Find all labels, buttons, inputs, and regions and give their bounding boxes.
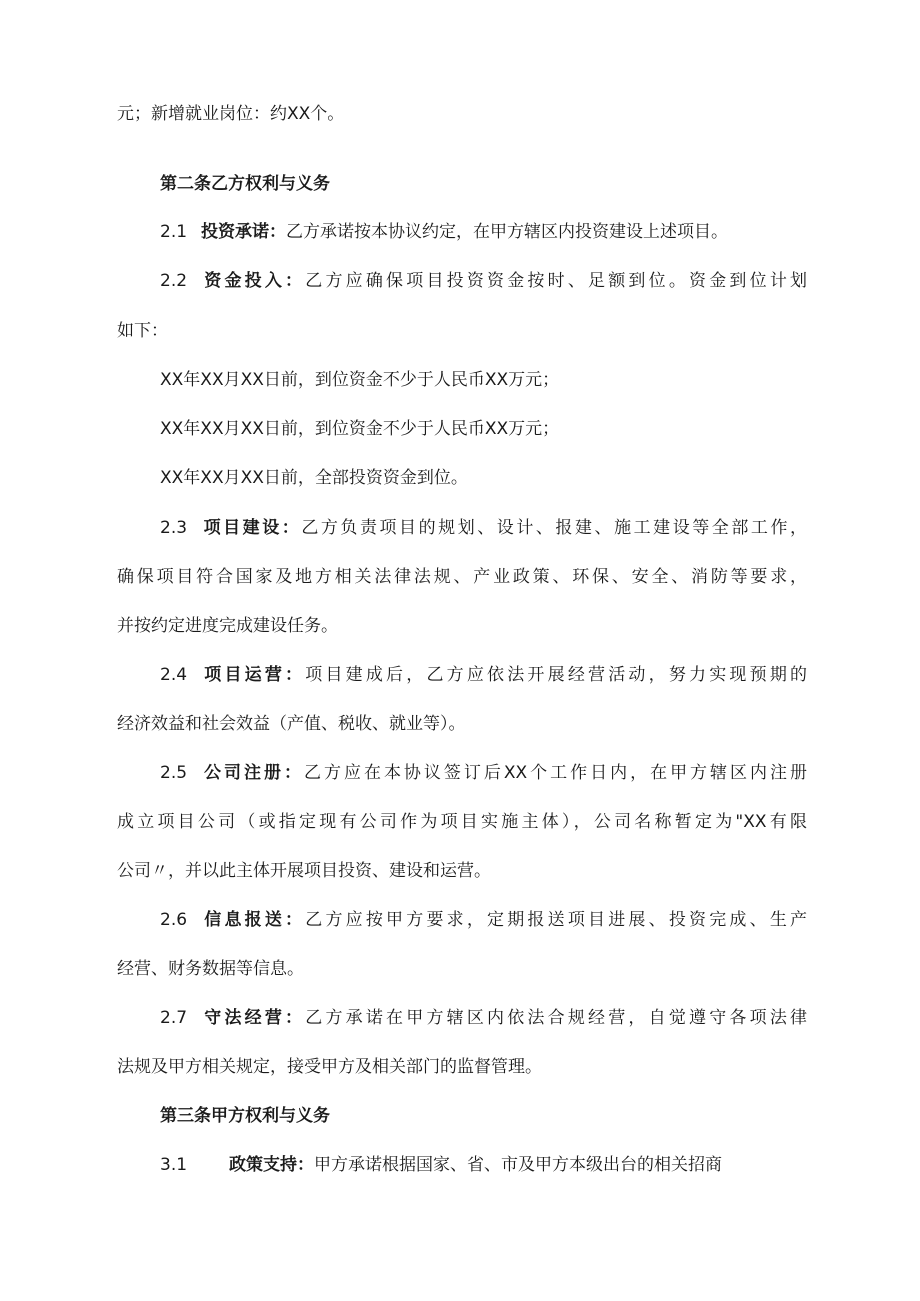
clause-term: 投资承诺：: [201, 222, 287, 242]
paragraph-line: 元；新增就业岗位：约XX个。: [117, 104, 345, 124]
clause-term: 信息报送：: [201, 910, 306, 930]
paragraph-line: 公司〃，并以此主体开展项目投资、建设和运营。: [117, 861, 491, 881]
clause-term: 守法经营：: [201, 1008, 306, 1028]
clause-number: 2.5: [160, 763, 188, 783]
clause-2-6: [160, 907, 807, 933]
clause-text: 乙方负责项目的规划、设计、报建、施工建设等全部工作，: [301, 518, 807, 538]
clause-term: 公司注册：: [201, 763, 304, 783]
funding-plan-item: XX年XX月XX日前，全部投资资金到位。: [160, 468, 468, 488]
clause-number: 2.7: [160, 1008, 188, 1028]
clause-2-2: [160, 268, 807, 294]
clause-number: 2.6: [160, 910, 188, 930]
clause-text: 甲方承诺根据国家、省、市及甲方本级出台的相关招商: [314, 1155, 723, 1175]
clause-number: 2.2: [160, 271, 188, 291]
paragraph-line: 并按约定进度完成建设任务。: [117, 616, 338, 636]
clause-term: 项目运营：: [201, 665, 306, 685]
clause-text: 乙方承诺按本协议约定，在甲方辖区内投资建设上述项目。: [286, 222, 729, 242]
clause-text: 乙方应在本协议签订后XX个工作日内，在甲方辖区内注册: [303, 763, 808, 783]
clause-text: 项目建成后，乙方应依法开展经营活动，努力实现预期的: [305, 665, 808, 685]
section-heading-2: 第二条乙方权利与义务: [160, 174, 330, 194]
funding-plan-item: XX年XX月XX日前，到位资金不少于人民币XX万元；: [160, 419, 560, 439]
paragraph-line: 经营、财务数据等信息。: [117, 959, 304, 979]
clause-term: 项目建设：: [201, 518, 302, 538]
clause-2-3: [160, 515, 807, 541]
paragraph-line: 经济效益和社会效益（产值、税收、就业等）。: [117, 714, 466, 734]
paragraph-line: 成立项目公司（或指定现有公司作为项目实施主体），公司名称暂定为"XX有限: [117, 812, 807, 832]
clause-text: 乙方承诺在甲方辖区内依法合规经营，自觉遵守各项法律: [305, 1008, 808, 1028]
clause-2-7: [160, 1005, 807, 1031]
funding-plan-item: XX年XX月XX日前，到位资金不少于人民币XX万元；: [160, 370, 560, 390]
clause-2-5: [160, 760, 807, 786]
clause-2-1: [160, 219, 807, 245]
clause-text: 乙方应按甲方要求，定期报送项目进展、投资完成、生产: [305, 910, 808, 930]
clause-number: 2.4: [160, 665, 188, 685]
clause-text: 乙方应确保项目投资资金按时、足额到位。资金到位计划: [305, 271, 808, 291]
clause-number: 3.1: [160, 1155, 188, 1175]
paragraph-line: 法规及甲方相关规定，接受甲方及相关部门的监督管理。: [117, 1057, 542, 1077]
paragraph-line: 确保项目符合国家及地方相关法律法规、产业政策、环保、安全、消防等要求，: [117, 567, 807, 587]
clause-number: 2.1: [160, 222, 188, 242]
clause-3-1: [160, 1152, 807, 1178]
paragraph-line: 如下：: [117, 321, 168, 341]
clause-term: 资金投入：: [201, 271, 306, 291]
clause-number: 2.3: [160, 518, 188, 538]
section-heading-3: 第三条甲方权利与义务: [160, 1106, 330, 1126]
clause-term: 政策支持：: [229, 1155, 315, 1175]
clause-2-4: [160, 662, 807, 688]
